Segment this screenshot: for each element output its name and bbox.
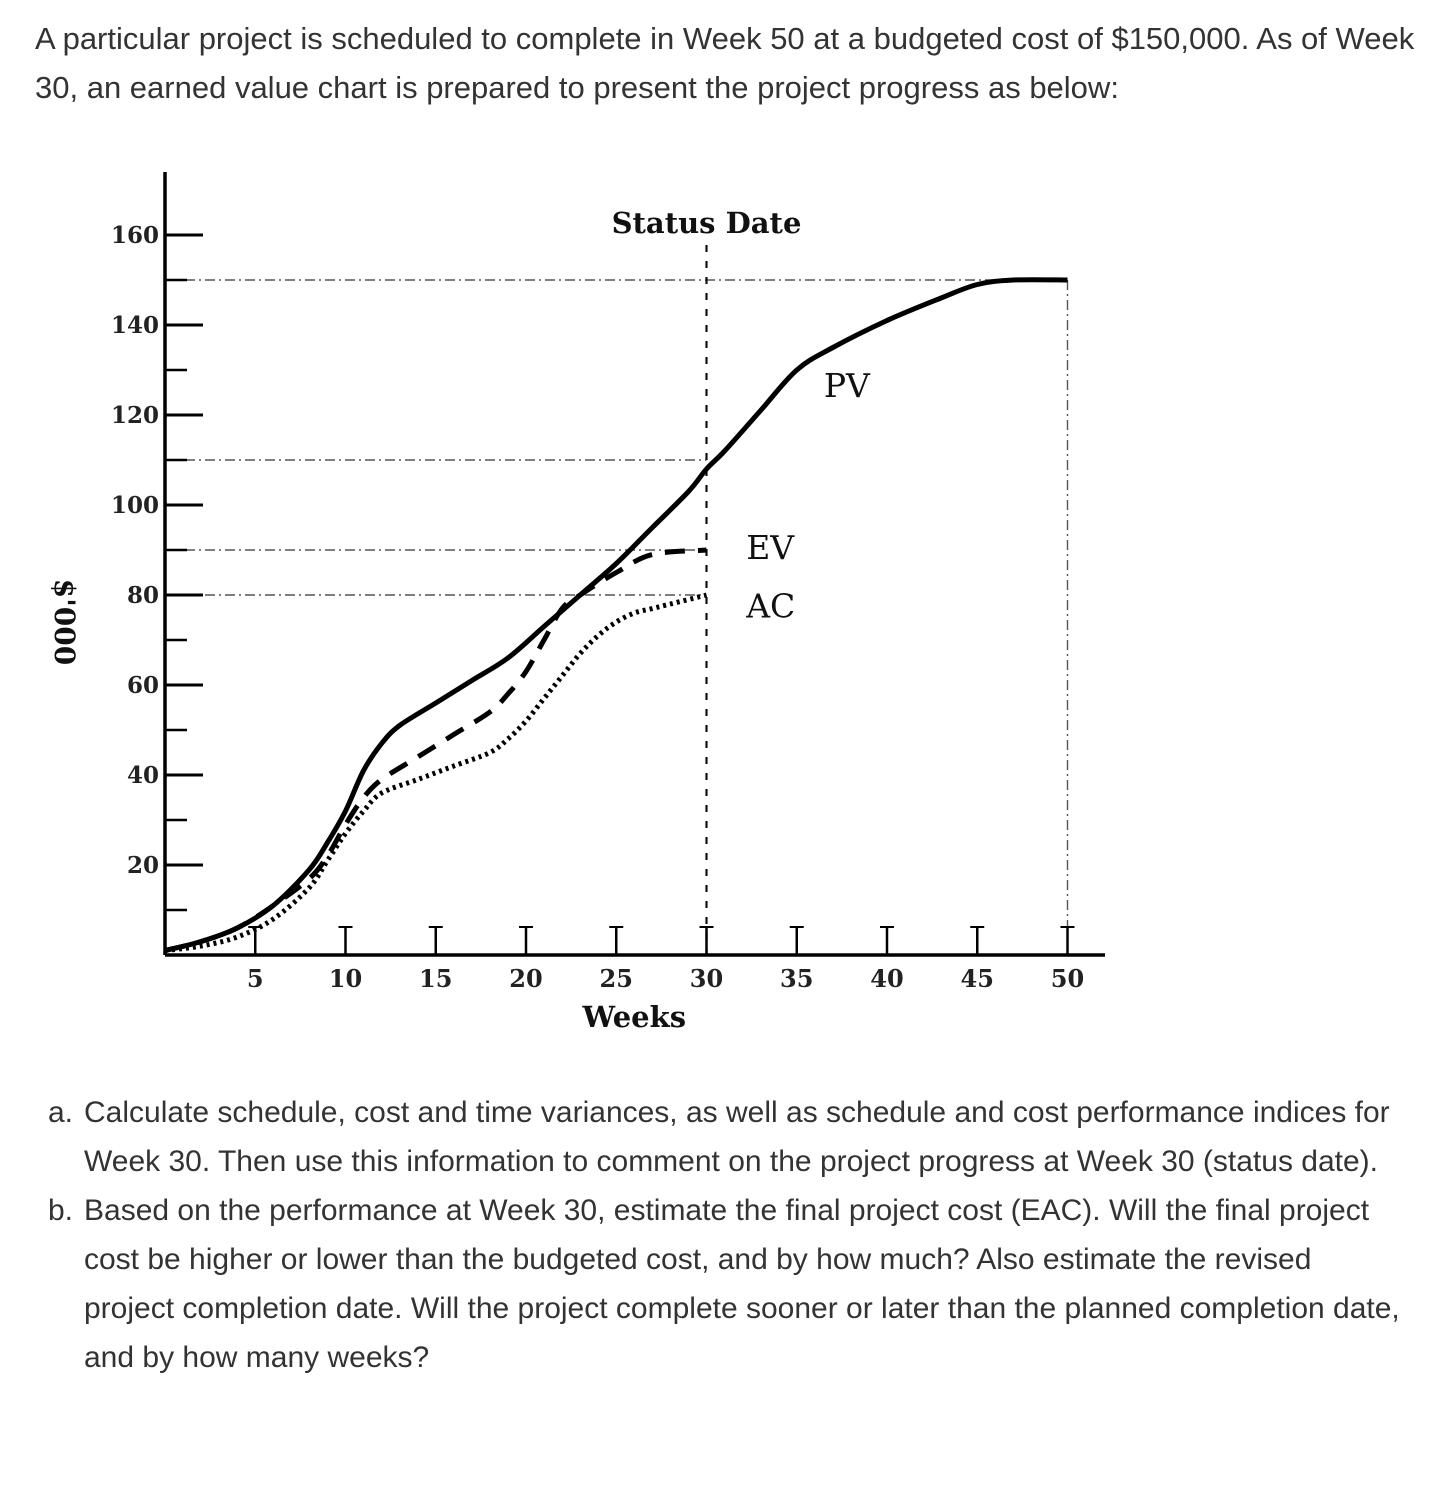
x-tick-label: 45	[960, 964, 994, 993]
y-tick-label: 20	[126, 852, 159, 879]
x-tick-label: 25	[599, 964, 633, 993]
y-tick-label: 140	[110, 312, 159, 339]
y-axis-label: $'000	[48, 578, 81, 666]
x-tick-label: 50	[1050, 964, 1085, 993]
y-tick-label: 120	[110, 402, 159, 429]
x-tick-label: 5	[246, 964, 264, 993]
x-tick-label: 35	[780, 964, 814, 993]
earned-value-chart-svg	[0, 150, 1140, 1050]
question-b-text: Based on the performance at Week 30, estimate the final project cost (EAC). Will the final project cost be higher or lower than the budgeted cost, and by how much? Also estimate the revised project completion date. Will the project complete sooner or later than the planned completion date, and by how many weeks?	[84, 1194, 1400, 1374]
x-tick-label: 15	[419, 964, 453, 993]
earned-value-chart	[0, 150, 1140, 1050]
question-b	[48, 1186, 1408, 1382]
chart-axes	[111, 172, 1105, 993]
question-a	[48, 1088, 1408, 1186]
x-tick-label: 30	[689, 964, 724, 993]
x-tick-label: 10	[328, 964, 363, 993]
x-tick-label: 40	[870, 964, 904, 993]
series-pv-label: PV	[823, 366, 870, 405]
chart-series	[165, 280, 1068, 951]
series-ac-line	[165, 595, 707, 951]
problem-intro: A particular project is scheduled to complete in Week 50 at a budgeted cost of $150,000. As of Week 30, an earned value chart is prepared to present the project progress as below:	[35, 21, 1415, 105]
x-axis-label: Weeks	[582, 1000, 687, 1034]
y-tick-label: 160	[110, 222, 159, 249]
series-ac-label: AC	[746, 586, 796, 626]
x-tick-label: 20	[509, 964, 543, 993]
reference-lines	[165, 245, 1068, 955]
status-date-label: Status Date	[611, 206, 802, 240]
question-a-text: Calculate schedule, cost and time variances, as well as schedule and cost performance indices for Week 30. Then use this information to comment on the project progress at Week 30 (status date).	[84, 1096, 1390, 1178]
series-ev-line	[165, 550, 707, 951]
y-tick-label: 60	[126, 672, 159, 699]
y-tick-label: 40	[126, 762, 159, 789]
question-a-marker: a.	[48, 1096, 74, 1129]
series-pv-line	[165, 280, 1068, 951]
series-ev-label: EV	[746, 528, 795, 567]
y-tick-label: 80	[126, 582, 159, 609]
question-list	[48, 1088, 1408, 1382]
y-tick-label: 100	[110, 492, 159, 519]
question-b-marker: b.	[48, 1194, 74, 1227]
